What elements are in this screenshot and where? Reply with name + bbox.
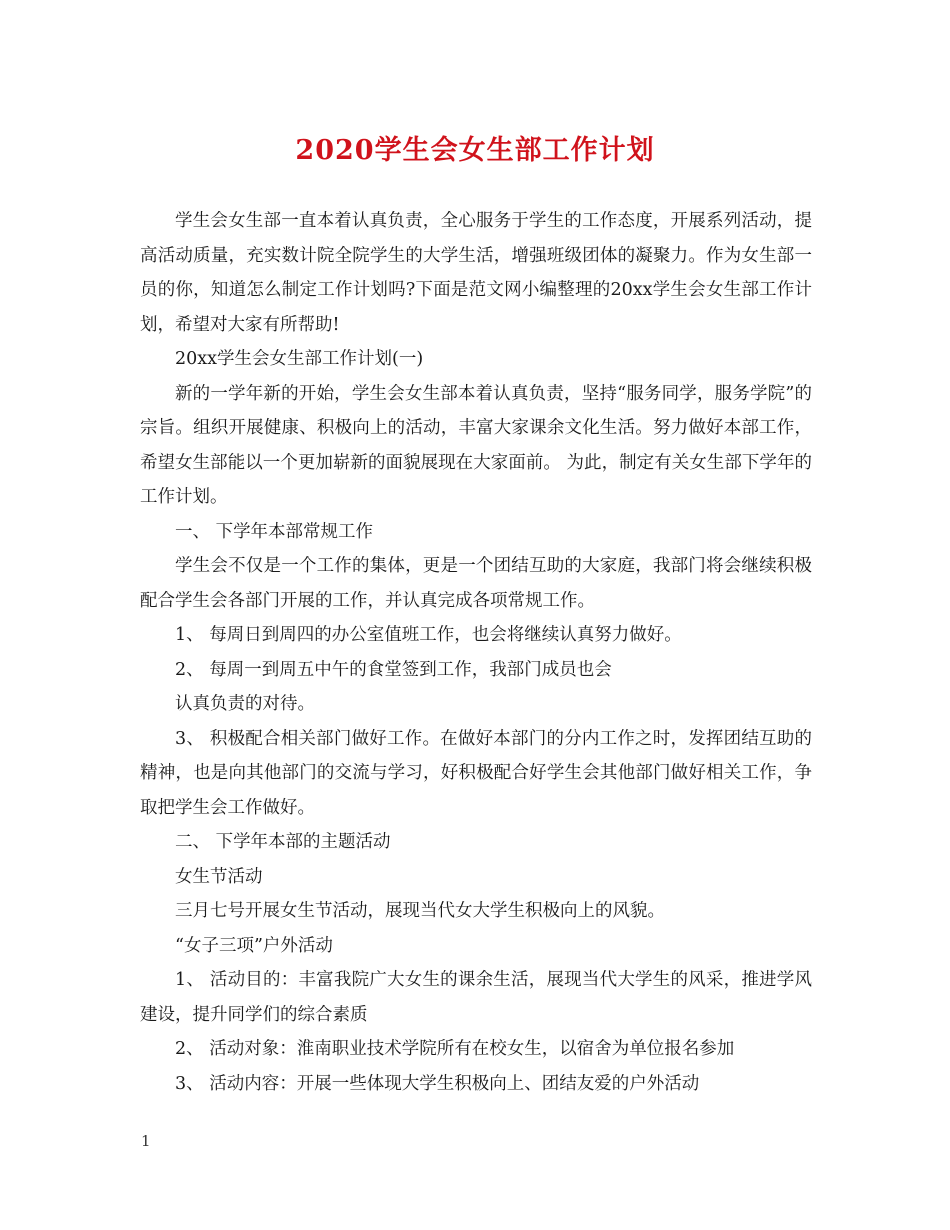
paragraph-intro: 学生会女生部一直本着认真负责，全心服务于学生的工作态度，开展系列活动，提高活动质量，充实数计院全院学生的大学生活，增强班级团体的凝聚力。作为女生部一员的你，知道怎么制定工作计划吗?下面是范文网小编整理的20xx学生会女生部工作计划，希望对大家有所帮助! xyxy=(140,211,812,335)
subheading-girls-day: 女生节活动 xyxy=(175,866,263,887)
section-heading-routine: 一、 下学年本部常规工作 xyxy=(175,521,374,542)
paragraph-girls-day: 三月七号开展女生节活动，展现当代女大学生积极向上的风貌。 xyxy=(175,901,665,921)
list-item-routine-2-continued: 认真负责的对待。 xyxy=(175,694,315,714)
paragraph-plan-heading: 20xx学生会女生部工作计划(一) xyxy=(175,349,424,369)
subheading-outdoor: “女子三项”户外活动 xyxy=(175,935,333,956)
paragraph-plan-intro: 新的一学年新的开始，学生会女生部本着认真负责，坚持“服务同学，服务学院”的宗旨。组织开展健康、积极向上的活动，丰富大家课余文化生活。努力做好本部工作，希望女生部能以一个更加崭新的面貌展现在大家面前。 为此，制定有关女生部下学年的工作计划。 xyxy=(140,383,812,507)
list-item-outdoor-2: 2、 活动对象：淮南职业技术学院所有在校女生，以宿舍为单位报名参加 xyxy=(175,1039,735,1059)
document-title: 2020学生会女生部工作计划 xyxy=(295,135,655,166)
section-heading-themes: 二、 下学年本部的主题活动 xyxy=(175,832,391,852)
list-item-routine-3: 3、 积极配合相关部门做好工作。在做好本部门的分内工作之时，发挥团结互助的精神，也是向其他部门的交流与学习，好积极配合好学生会其他部门做好相关工作，争取把学生会工作做好。 xyxy=(140,728,812,818)
paragraph-routine-intro: 学生会不仅是一个工作的集体，更是一个团结互助的大家庭，我部门将会继续积极配合学生会各部门开展的工作，并认真完成各项常规工作。 xyxy=(140,556,812,611)
list-item-outdoor-1: 1、 活动目的：丰富我院广大女生的课余生活，展现当代大学生的风采，推进学风建设，提升同学们的综合素质 xyxy=(140,970,812,1025)
document-body xyxy=(140,204,812,1101)
list-item-routine-1: 1、 每周日到周四的办公室值班工作，也会将继续认真努力做好。 xyxy=(175,625,682,645)
list-item-outdoor-3: 3、 活动内容：开展一些体现大学生积极向上、团结友爱的户外活动 xyxy=(175,1073,700,1094)
page-number: 1 xyxy=(141,1132,151,1150)
list-item-routine-2: 2、 每周一到周五中午的食堂签到工作，我部门成员也会 xyxy=(175,659,612,680)
